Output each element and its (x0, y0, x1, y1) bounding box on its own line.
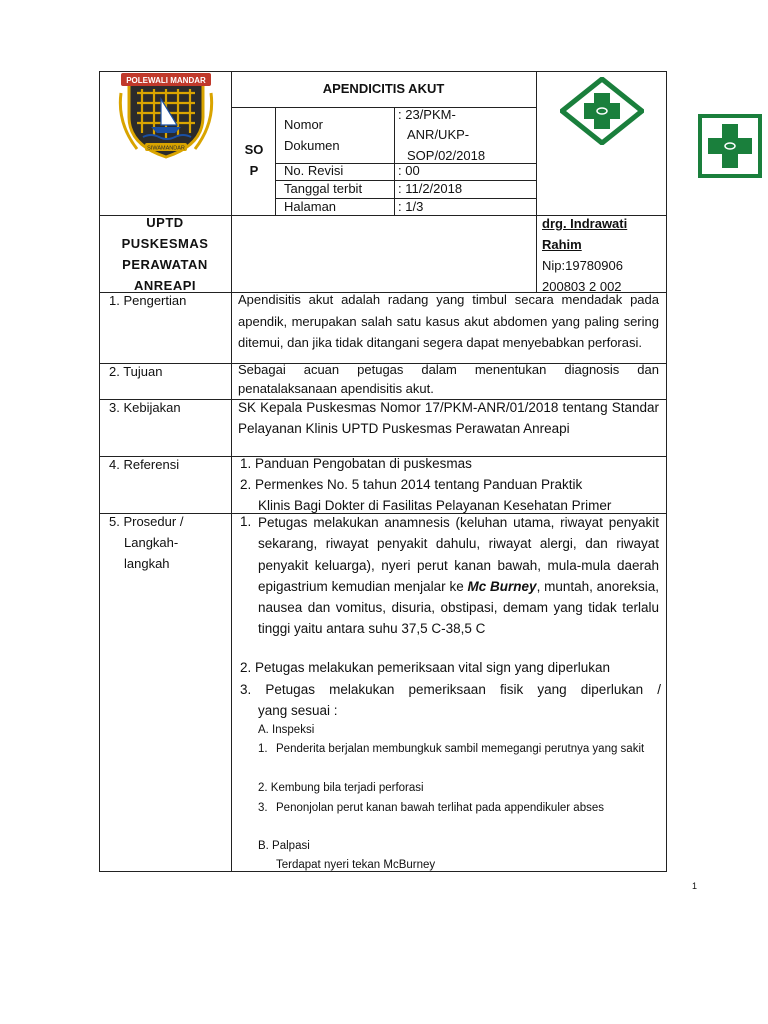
a1-number: 1. (258, 743, 268, 755)
referensi-item-1: 1. Panduan Pengobatan di puskesmas (240, 456, 472, 471)
puskesmas-cross-icon-outer (696, 112, 768, 180)
sop-label-line2: P (249, 163, 259, 178)
step-1-text-b: , muntah, anoreksia, nausea dan vomitus, disuria, obstipasi, demam yang tidak terlalu tinggi yaitu antara suhu 37,5 C-38,5 C (258, 578, 659, 637)
field-value-nomor-3: SOP/02/2018 (407, 148, 486, 163)
field-value-revisi: : 00 (398, 163, 420, 178)
section-label-pengertian: 1. Pengertian (109, 293, 187, 308)
section-label-referensi: 4. Referensi (109, 457, 180, 472)
section-text-kebijakan: SK Kepala Puskesmas Nomor 17/PKM-ANR/01/2018 tentang Standar Pelayanan Klinis UPTD Puskesmas Perawatan Anreapi (238, 400, 659, 436)
field-value-tanggal: : 11/2/2018 (398, 181, 463, 196)
puskesmas-cross-icon (560, 77, 644, 145)
svg-text:SIWAMANDAR: SIWAMANDAR (147, 145, 185, 152)
section-label-kebijakan: 3. Kebijakan (109, 400, 181, 415)
field-label-nomor: Nomor (284, 117, 324, 132)
field-label-revisi: No. Revisi (284, 163, 344, 178)
field-value-nomor-2: ANR/UKP- (407, 127, 470, 142)
org-line-2: PUSKESMAS (121, 236, 209, 251)
step-1-text-a: Petugas melakukan anamnesis (keluhan utama, riwayat penyakit sekarang, riwayat penyakit dahulu, riwayat alergi, dan riwayat penyakit keluarga), nyeri perut kanan bawah, mula-mula daerah epigastrium kemudian menjalar ke (258, 515, 659, 594)
a3-text: Penonjolan perut kanan bawah terlihat pada appendikuler abses (276, 802, 604, 814)
field-value-halaman: : 1/3 (398, 199, 424, 214)
sub-a-heading: A. Inspeksi (258, 724, 315, 736)
field-label-tanggal: Tanggal terbit (284, 181, 363, 196)
signer-name-line1: drg. Indrawati (542, 216, 628, 231)
signer-name-line2: Rahim (542, 237, 582, 252)
step-2-text: 2. Petugas melakukan pemeriksaan vital sign yang diperlukan (240, 660, 610, 675)
referensi-item-2-line2: Klinis Bagi Dokter di Fasilitas Pelayanan Kesehatan Primer (258, 498, 612, 513)
step-1-text-bold: Mc Burney (467, 578, 537, 594)
polewali-mandar-logo (117, 73, 215, 159)
a1-text: Penderita berjalan membungkuk sambil memegangi perutnya yang sakit (276, 743, 645, 755)
sop-label-line1: SO (244, 142, 264, 157)
sub-b-heading: B. Palpasi (258, 840, 310, 852)
section-label-prosedur-3: langkah (124, 556, 170, 571)
a3-number: 3. (258, 802, 268, 814)
step-1-text (258, 512, 659, 640)
section-label-prosedur-1: 5. Prosedur / (109, 514, 184, 529)
field-value-nomor-1: : 23/PKM- (398, 107, 456, 122)
b-text: Terdapat nyeri tekan McBurney (276, 859, 436, 871)
step-1-number: 1. (240, 514, 252, 529)
org-line-4: ANREAPI (133, 278, 196, 293)
svg-text:POLEWALI MANDAR: POLEWALI MANDAR (126, 76, 206, 85)
section-text-pengertian: Apendisitis akut adalah radang yang timbul secara mendadak pada apendik, merupakan salah satu kasus akut abdomen yang paling sering ditemui, dan jika tidak ditangani segera dapat menyebabkan perforasi. (238, 292, 659, 350)
step-3-line1: 3. Petugas melakukan pemeriksaan fisik yang diperlukan / (240, 682, 661, 697)
field-label-halaman: Halaman (284, 199, 337, 214)
page-number: 1 (692, 881, 698, 891)
a2-text: 2. Kembung bila terjadi perforasi (258, 782, 424, 794)
signer-nip-line1: Nip:19780906 (542, 258, 623, 273)
section-text-tujuan: Sebagai acuan petugas dalam menentukan diagnosis dan penatalaksanaan apendisitis akut. (238, 362, 659, 396)
signer-nip-line2: 200803 2 002 (542, 279, 622, 294)
step-3-line2: yang sesuai : (258, 703, 338, 718)
org-line-3: PERAWATAN (122, 257, 208, 272)
section-label-prosedur-2: Langkah- (124, 535, 179, 550)
org-line-1: UPTD (146, 215, 184, 230)
referensi-item-2-line1: 2. Permenkes No. 5 tahun 2014 tentang Panduan Praktik (240, 477, 583, 492)
field-label-dokumen: Dokumen (284, 138, 340, 153)
section-label-tujuan: 2. Tujuan (109, 364, 163, 379)
document-title: APENDICITIS AKUT (322, 81, 445, 96)
